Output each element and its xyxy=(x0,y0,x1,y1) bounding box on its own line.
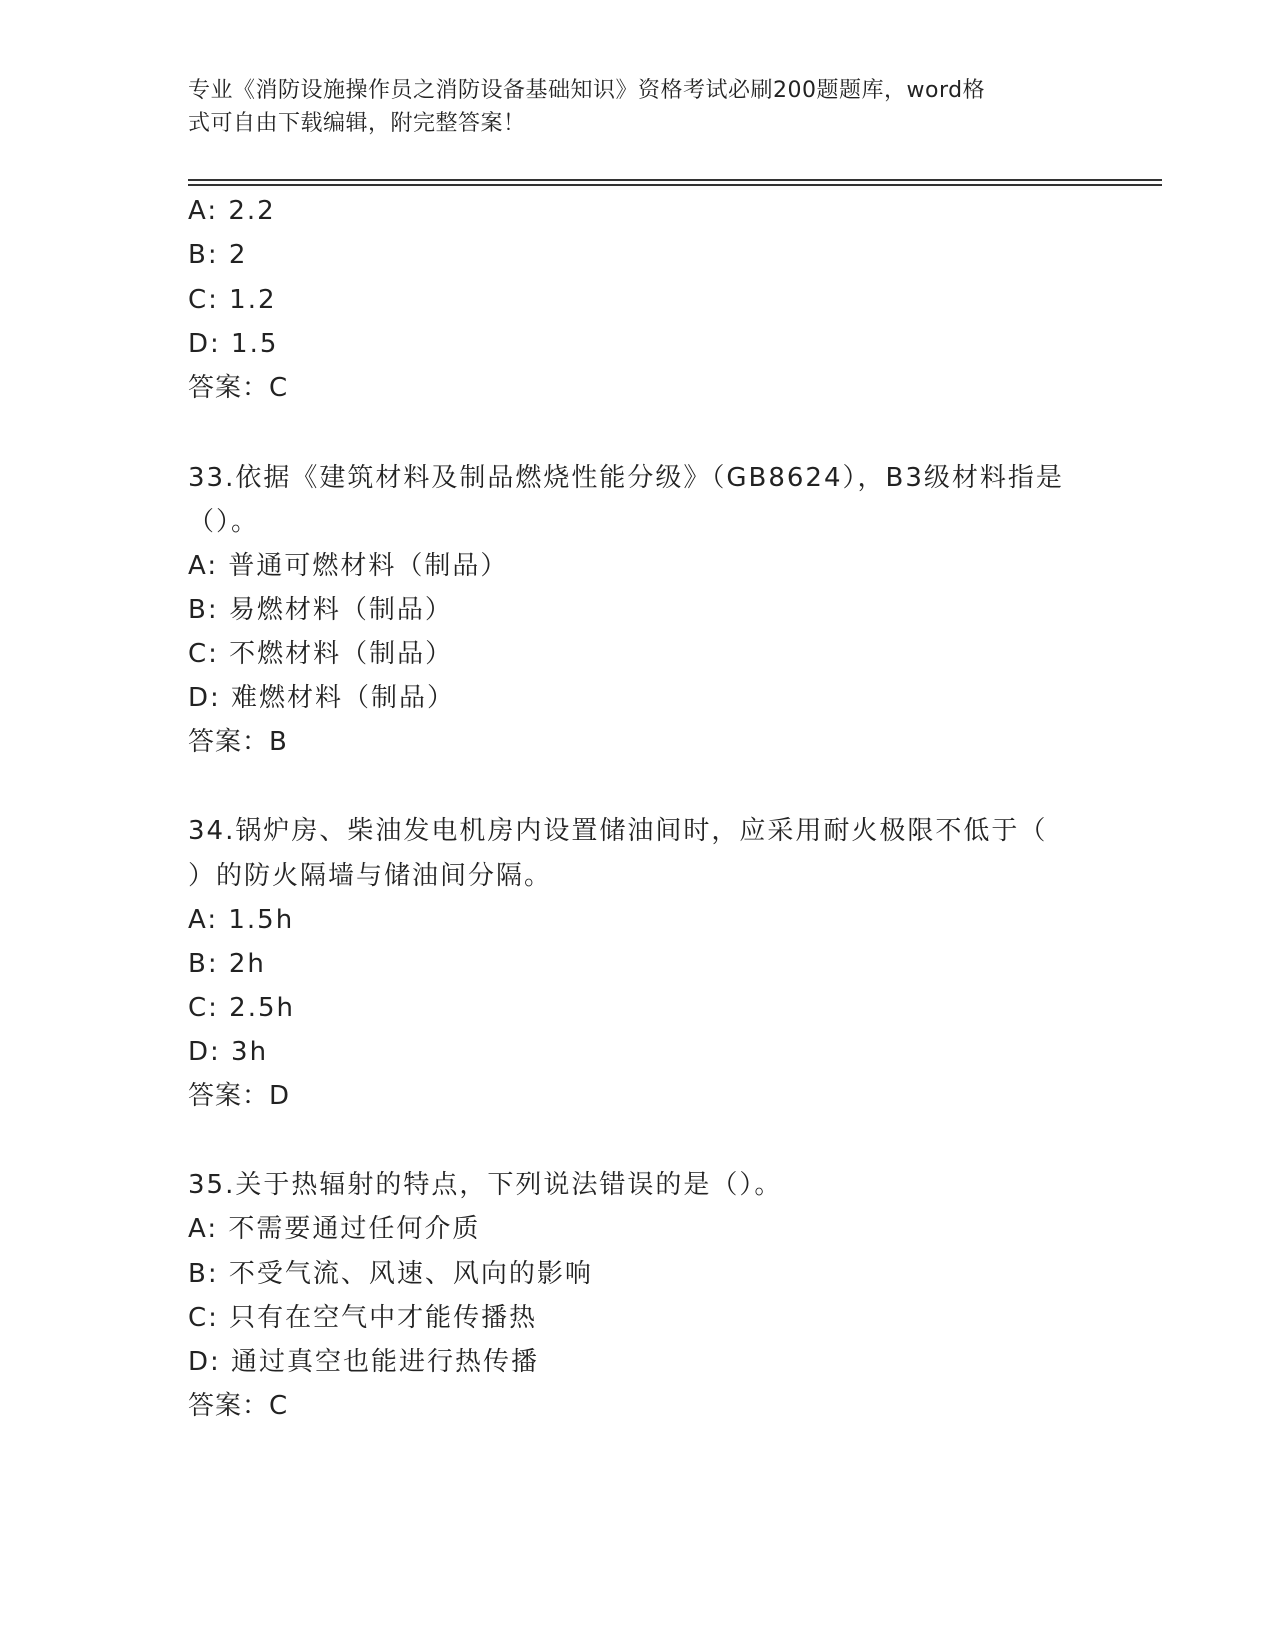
q33-option-d: D: 难燃材料（制品） xyxy=(188,683,456,713)
header-divider-bottom xyxy=(188,184,1162,186)
q33-stem-line-1: 33.依据《建筑材料及制品燃烧性能分级》（GB8624），B3级材料指是 xyxy=(188,463,1064,493)
q35-answer: 答案：C xyxy=(188,1391,289,1421)
document-header xyxy=(188,74,1068,140)
q35-stem-line-1: 35.关于热辐射的特点，下列说法错误的是（）。 xyxy=(188,1170,783,1200)
q35-option-b: B: 不受气流、风速、风向的影响 xyxy=(188,1259,593,1289)
q35-option-a: A: 不需要通过任何介质 xyxy=(188,1214,481,1244)
q34-option-b: B: 2h xyxy=(188,949,266,979)
q33-stem-line-2: （）。 xyxy=(188,507,260,537)
q34-option-a: A: 1.5h xyxy=(188,905,295,935)
q33-option-b: B: 易燃材料（制品） xyxy=(188,595,453,625)
q35-option-c: C: 只有在空气中才能传播热 xyxy=(188,1303,538,1333)
q32-option-b: B: 2 xyxy=(188,240,248,270)
header-line-1: 专业《消防设施操作员之消防设备基础知识》资格考试必刷200题题库，word格 xyxy=(188,78,986,103)
q32-option-d: D: 1.5 xyxy=(188,329,279,359)
header-line-2: 式可自由下载编辑，附完整答案！ xyxy=(188,111,526,136)
q35-option-d: D: 通过真空也能进行热传播 xyxy=(188,1347,540,1377)
q34-stem-line-2: ）的防火隔墙与储油间分隔。 xyxy=(188,861,553,891)
q32-option-a: A: 2.2 xyxy=(188,196,276,226)
q34-stem-line-1: 34.锅炉房、柴油发电机房内设置储油间时，应采用耐火极限不低于（ xyxy=(188,816,1048,846)
q32-option-c: C: 1.2 xyxy=(188,285,277,315)
q33-answer: 答案：B xyxy=(188,727,288,757)
q33-option-c: C: 不燃材料（制品） xyxy=(188,639,454,669)
header-divider-top xyxy=(188,179,1162,181)
q34-answer: 答案：D xyxy=(188,1081,291,1111)
q34-option-c: C: 2.5h xyxy=(188,993,296,1023)
q33-option-a: A: 普通可燃材料（制品） xyxy=(188,551,509,581)
q34-option-d: D: 3h xyxy=(188,1037,269,1067)
q32-answer: 答案：C xyxy=(188,373,289,403)
